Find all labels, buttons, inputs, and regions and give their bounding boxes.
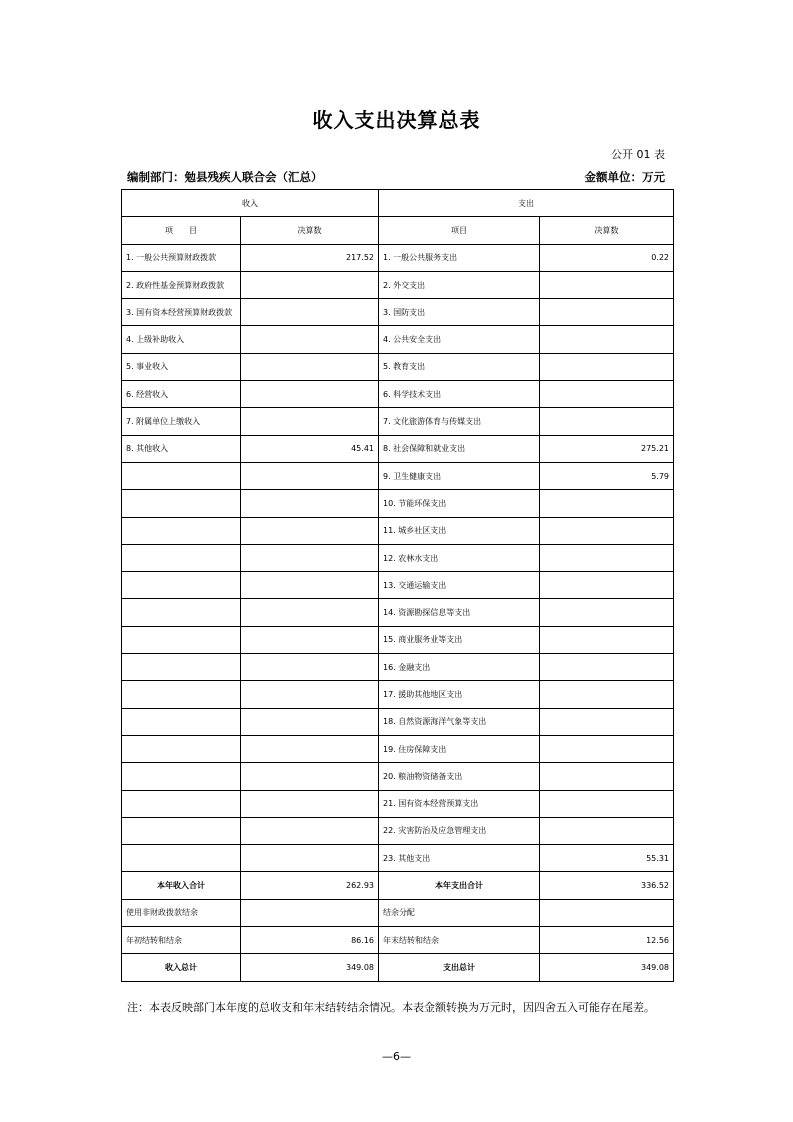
expense-grand-total-amount: 349.08 [540,954,674,981]
income-amount-cell [241,572,379,599]
expense-amount-cell [540,271,674,298]
table-row [122,353,674,380]
surplus-distribution-amount [540,899,674,926]
expense-year-total-amount: 336.52 [540,872,674,899]
income-item-cell: 4. 上级补助收入 [122,326,241,353]
expense-amount-cell [540,599,674,626]
income-amount-cell [241,462,379,489]
expense-amount-cell: 5.79 [540,462,674,489]
income-item-cell [122,708,241,735]
expense-amount-cell: 0.22 [540,244,674,271]
income-grand-total-label: 收入总计 [122,954,241,981]
expense-amount-header: 决算数 [540,217,674,244]
table-row [122,517,674,544]
income-amount-cell [241,490,379,517]
income-amount-cell [241,517,379,544]
income-amount-cell [241,817,379,844]
income-item-cell: 3. 国有资本经营预算财政拨款 [122,299,241,326]
expense-amount-cell [540,517,674,544]
income-amount-cell [241,299,379,326]
income-item-cell [122,572,241,599]
nonfiscal-amount [241,899,379,926]
income-grand-total-amount: 349.08 [241,954,379,981]
income-item-cell: 7. 附属单位上缴收入 [122,408,241,435]
table-row [122,408,674,435]
income-item-cell: 5. 事业收入 [122,353,241,380]
table-row [122,381,674,408]
expense-item-cell: 21. 国有资本经营预算支出 [379,790,540,817]
expense-item-cell: 20. 粮油物资储备支出 [379,763,540,790]
expense-item-cell: 18. 自然资源海洋气象等支出 [379,708,540,735]
expense-item-cell: 16. 金融支出 [379,654,540,681]
expense-item-cell: 15. 商业服务业等支出 [379,626,540,653]
expense-amount-cell [540,299,674,326]
expense-item-cell: 14. 资源勘探信息等支出 [379,599,540,626]
expense-item-cell: 6. 科学技术支出 [379,381,540,408]
income-amount-cell [241,708,379,735]
table-row [122,326,674,353]
nonfiscal-row [122,899,674,926]
expense-item-cell: 22. 灾害防治及应急管理支出 [379,817,540,844]
income-item-cell [122,462,241,489]
expense-amount-cell [540,326,674,353]
income-amount-cell [241,599,379,626]
income-amount-cell [241,381,379,408]
income-item-cell [122,599,241,626]
table-row [122,462,674,489]
table-row [122,572,674,599]
expense-item-cell: 7. 文化旅游体育与传媒支出 [379,408,540,435]
income-item-cell [122,544,241,571]
table-header-row [122,190,674,217]
table-row [122,845,674,872]
unit-label: 金额单位：万元 [584,170,665,184]
form-number: 公开 01 表 [611,148,665,161]
table-row [122,271,674,298]
expense-amount-cell [540,654,674,681]
income-item-cell [122,626,241,653]
income-amount-cell [241,735,379,762]
grand-total-row [122,954,674,981]
income-amount-cell [241,408,379,435]
income-amount-header: 决算数 [241,217,379,244]
income-item-cell [122,490,241,517]
expense-item-cell: 12. 农林水支出 [379,544,540,571]
income-item-cell [122,817,241,844]
expense-item-cell: 8. 社会保障和就业支出 [379,435,540,462]
table-row [122,299,674,326]
table-row [122,544,674,571]
income-item-cell [122,845,241,872]
expense-amount-cell [540,408,674,435]
expense-item-header: 项目 [379,217,540,244]
expense-header: 支出 [379,190,674,217]
table-row [122,735,674,762]
income-amount-cell [241,626,379,653]
table-subheader-row [122,217,674,244]
income-amount-cell [241,326,379,353]
income-header: 收入 [122,190,379,217]
expense-year-total-label: 本年支出合计 [379,872,540,899]
table-row [122,763,674,790]
footnote: 注：本表反映部门本年度的总收支和年末结转结余情况。本表金额转换为万元时，因四舍五入可能存在尾差。 [127,1001,655,1014]
income-amount-cell [241,845,379,872]
income-amount-cell [241,271,379,298]
table-row [122,790,674,817]
expense-amount-cell [540,681,674,708]
table-row [122,244,674,271]
table-row [122,817,674,844]
page-title: 收入支出决算总表 [312,108,481,132]
expense-amount-cell [540,735,674,762]
expense-item-cell: 9. 卫生健康支出 [379,462,540,489]
surplus-distribution-label: 结余分配 [379,899,540,926]
expense-item-cell: 5. 教育支出 [379,353,540,380]
income-amount-cell [241,790,379,817]
income-year-total-amount: 262.93 [241,872,379,899]
carryover-row [122,927,674,954]
expense-amount-cell [540,490,674,517]
income-amount-cell: 217.52 [241,244,379,271]
expense-item-cell: 10. 节能环保支出 [379,490,540,517]
expense-grand-total-label: 支出总计 [379,954,540,981]
expense-amount-cell [540,763,674,790]
expense-amount-cell: 55.31 [540,845,674,872]
income-amount-cell [241,544,379,571]
expense-amount-cell [540,626,674,653]
income-item-cell: 6. 经营收入 [122,381,241,408]
income-amount-cell [241,654,379,681]
income-year-total-label: 本年收入合计 [122,872,241,899]
expense-amount-cell [540,790,674,817]
income-item-cell [122,681,241,708]
table-row [122,654,674,681]
expense-amount-cell [540,572,674,599]
department-label: 编制部门：勉县残疾人联合会（汇总） [127,170,323,184]
expense-amount-cell [540,544,674,571]
table-row [122,599,674,626]
expense-item-cell: 11. 城乡社区支出 [379,517,540,544]
year-total-row [122,872,674,899]
expense-item-cell: 4. 公共安全支出 [379,326,540,353]
expense-item-cell: 3. 国防支出 [379,299,540,326]
income-item-cell: 2. 政府性基金预算财政拨款 [122,271,241,298]
end-carryover-label: 年末结转和结余 [379,927,540,954]
table-row [122,490,674,517]
nonfiscal-label: 使用非财政拨款结余 [122,899,241,926]
expense-amount-cell [540,708,674,735]
end-carryover-amount: 12.56 [540,927,674,954]
expense-item-cell: 13. 交通运输支出 [379,572,540,599]
income-item-cell: 8. 其他收入 [122,435,241,462]
income-amount-cell: 45.41 [241,435,379,462]
begin-carryover-label: 年初结转和结余 [122,927,241,954]
income-item-cell [122,517,241,544]
page-number: —6— [382,1050,411,1063]
expense-item-cell: 1. 一般公共服务支出 [379,244,540,271]
expense-amount-cell: 275.21 [540,435,674,462]
expense-amount-cell [540,353,674,380]
income-item-cell [122,763,241,790]
expense-amount-cell [540,817,674,844]
income-item-cell [122,790,241,817]
table-row [122,626,674,653]
income-item-cell [122,654,241,681]
income-item-header: 项 目 [122,217,241,244]
income-item-cell: 1. 一般公共预算财政拨款 [122,244,241,271]
expense-item-cell: 17. 援助其他地区支出 [379,681,540,708]
expense-item-cell: 23. 其他支出 [379,845,540,872]
expense-amount-cell [540,381,674,408]
begin-carryover-amount: 86.16 [241,927,379,954]
expense-item-cell: 2. 外交支出 [379,271,540,298]
income-amount-cell [241,353,379,380]
expense-item-cell: 19. 住房保障支出 [379,735,540,762]
income-amount-cell [241,681,379,708]
table-row [122,708,674,735]
budget-table [121,189,674,982]
table-row [122,435,674,462]
income-amount-cell [241,763,379,790]
income-item-cell [122,735,241,762]
table-row [122,681,674,708]
